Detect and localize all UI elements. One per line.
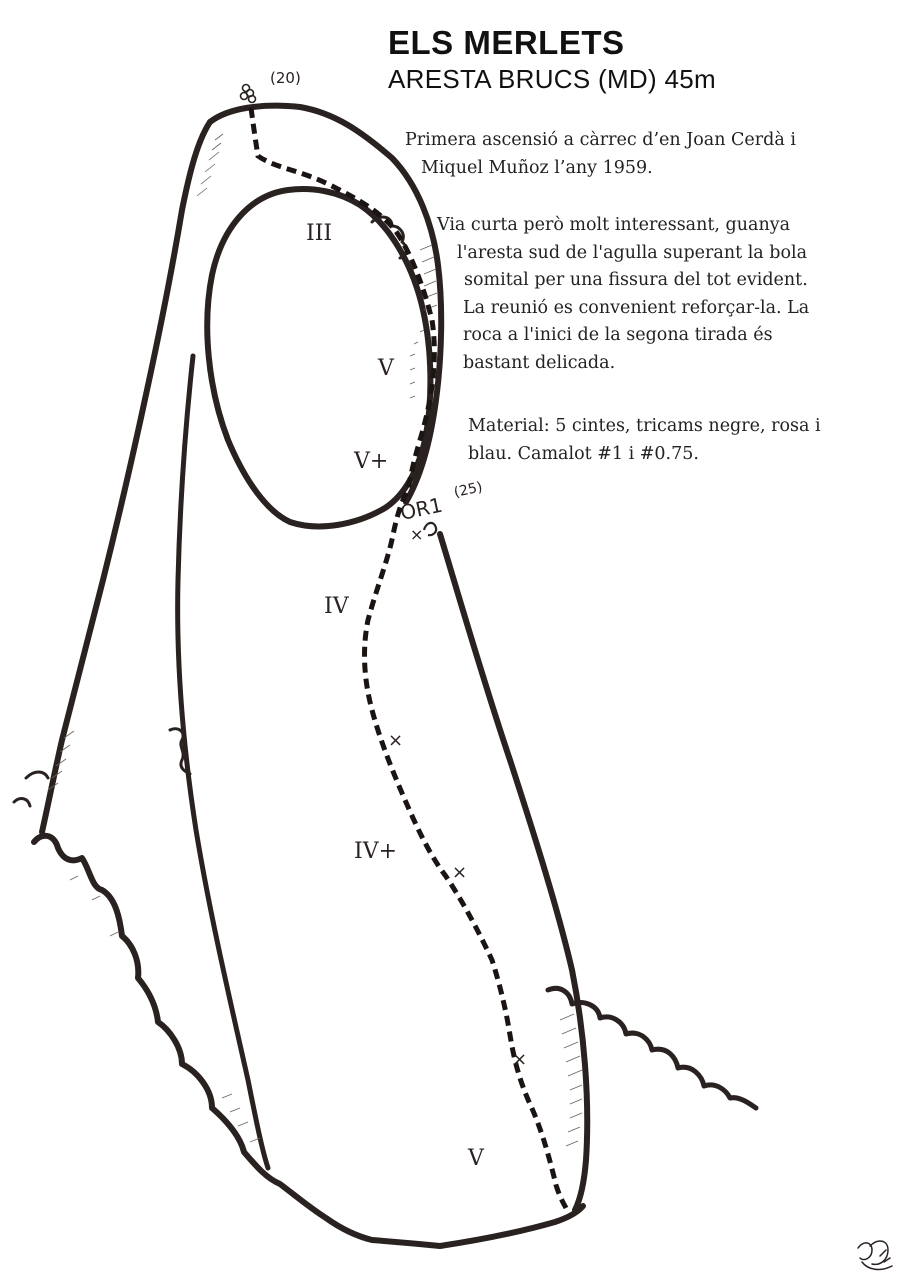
route-line: l'aresta sud de l'agulla superant la bola (457, 242, 808, 263)
rock-outline (14, 106, 756, 1246)
left-ledge (14, 772, 48, 806)
belay-length-label: (25) (452, 479, 484, 501)
belay-bolt-mark: × (410, 525, 424, 544)
route-line: somital per una fissura del tot evident. (464, 270, 808, 290)
page-title: ELS MERLETS (388, 24, 625, 61)
inner-pillar-outline (178, 356, 268, 1168)
grade-pitch-2-c: V (468, 1146, 484, 1171)
route-line: La reunió es convenient reforçar-la. La (463, 297, 810, 318)
route-line: bastant delicada. (463, 352, 616, 373)
author-signature-icon (858, 1241, 892, 1269)
grade-pitch-1-b: V (378, 356, 394, 381)
material-line: blau. Camalot #1 i #0.75. (468, 443, 699, 464)
summit-length-label: (20) (270, 69, 301, 87)
history-line: Miquel Muñoz l’any 1959. (421, 157, 653, 178)
material-line: Material: 5 cintes, tricams negre, rosa i (468, 416, 821, 436)
cap-outline (210, 106, 441, 502)
bolt-icon: × (452, 862, 468, 883)
belay-label: OR1 (398, 492, 445, 525)
route-line: Via curta però molt interessant, guanya (437, 215, 791, 235)
base-outline-left (34, 836, 583, 1246)
anchor-chains-icon (241, 85, 256, 103)
history-line: Primera ascensió a càrrec d’en Joan Cerdà i (405, 130, 796, 150)
bolt-icon: × (512, 1049, 528, 1070)
route-line: roca a l'inici de la segona tirada és (463, 325, 773, 345)
route-subtitle: ARESTA BRUCS (MD) 45m (388, 64, 716, 94)
grade-pitch-1-c: V+ (354, 449, 389, 474)
grade-pitch-2-b: IV+ (354, 839, 398, 864)
grade-pitch-1-a: III (306, 221, 333, 246)
belay-hanger-icon (424, 523, 436, 535)
bolt-icon: × (388, 730, 404, 751)
grade-pitch-2-a: IV (324, 594, 349, 619)
